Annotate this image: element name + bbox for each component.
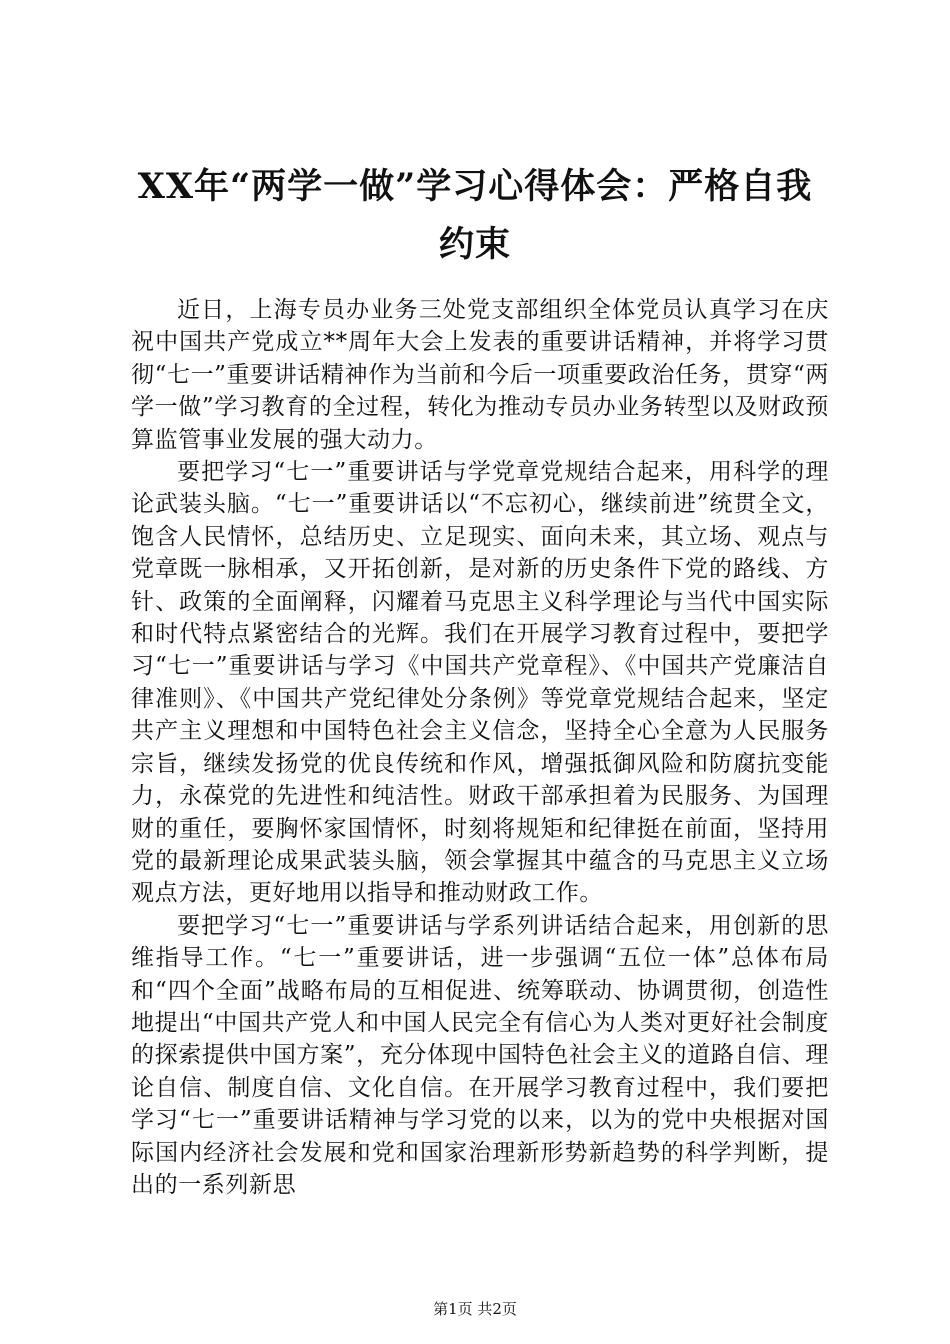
paragraph-1: 近日，上海专员办业务三处党支部组织全体党员认真学习在庆祝中国共产党成立**周年大会上发表的重要讲话精神，并将学习贯彻“七一”重要讲话精神作为当前和今后一项重要政治任务，贯穿“两学一做”学习教育的全过程，转化为推动专员办业务转型以及财政预算监管事业发展的强大动力。 — [131, 297, 829, 453]
document-body — [131, 294, 829, 1201]
page-number-footer: 第1页 共2页 — [433, 1300, 517, 1318]
paragraph-3: 要把学习“七一”重要讲话与学系列讲话结合起来，用创新的思维指导工作。“七一”重要讲话，进一步强调“五位一体”总体布局和“四个全面”战略布局的互相促进、统筹联动、协调贯彻，创造性地提出“中国共产党人和中国人民完全有信心为人类对更好社会制度的探索提供中国方案”，充分体现中国特色社会主义的道路自信、理论自信、制度自信、文化自信。在开展学习教育过程中，我们要把学习“七一”重要讲话精神与学习党的以来，以为的党中央根据对国际国内经济社会发展和党和国家治理新形势新趋势的科学判断，提出的一系列新思 — [131, 912, 829, 1198]
paragraph-2: 要把学习“七一”重要讲话与学党章党规结合起来，用科学的理论武装头脑。“七一”重要讲话以“不忘初心，继续前进”统贯全文，饱含人民情怀，总结历史、立足现实、面向未来，其立场、观点与党章既一脉相承，又开拓创新，是对新的历史条件下党的路线、方针、政策的全面阐释，闪耀着马克思主义科学理论与当代中国实际和时代特点紧密结合的光辉。我们在开展学习教育过程中，要把学习“七一”重要讲话与学习《中国共产党章程》、《中国共产党廉洁自律准则》、《中国共产党纪律处分条例》等党章党规结合起来，坚定共产主义理想和中国特色社会主义信念，坚持全心全意为人民服务宗旨，继续发扬党的优良传统和作风，增强抵御风险和防腐抗变能力，永葆党的先进性和纯洁性。财政干部承担着为民服务、为国理财的重任，要胸怀家国情怀，时刻将规矩和纪律挺在前面，坚持用党的最新理论成果武装头脑，领会掌握其中蕴含的马克思主义立场观点方法，更好地用以指导和推动财政工作。 — [131, 459, 829, 907]
document-title: XX年“两学一做”学习心得体会：严格自我约束 — [137, 166, 813, 265]
